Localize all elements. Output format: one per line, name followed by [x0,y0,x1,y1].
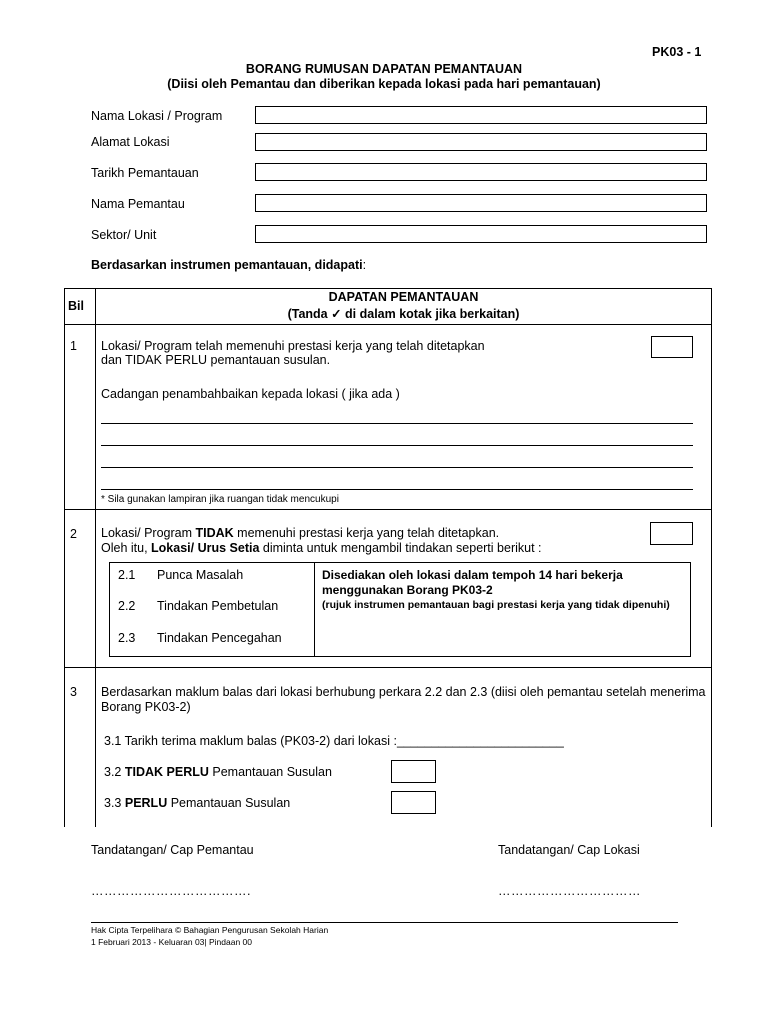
col-bil-header: Bil [68,299,84,313]
action-item-num: 2.1 [118,568,136,582]
footer-copyright: Hak Cipta Terpelihara © Bahagian Pengurusan Sekolah Harian [91,925,329,935]
row3-item2-rest: Pemantauan Susulan [208,765,332,779]
row1-suggestion-label: Cadangan penambahbaikan kepada lokasi ( jika ada ) [101,387,400,401]
action-box-divider [314,562,315,657]
suggestion-line[interactable] [101,489,693,490]
form-title: BORANG RUMUSAN DAPATAN PEMANTAUAN [245,62,523,76]
signature-left-dots[interactable]: ………………………………. [91,884,251,898]
row2-bottom-border [64,667,712,668]
action-note-bold: Disediakan oleh lokasi dalam tempoh 14 hari bekerja menggunakan Borang PK03-2 [322,568,623,597]
suggestion-line[interactable] [101,445,693,446]
lokasi-input[interactable] [255,106,707,124]
row1-footnote: * Sila gunakan lampiran jika ruangan tidak mencukupi [101,494,339,505]
alamat-input[interactable] [255,133,707,151]
sektor-input[interactable] [255,225,707,243]
row3-item2-bold: TIDAK PERLU [124,765,209,779]
row2-text-line2 [101,541,542,555]
row3-item1: 3.1 Tarikh terima maklum balas (PK03-2) dari lokasi :________________________ [104,734,564,748]
intro-bold: Berdasarkan instrumen pemantauan, didapati [91,258,363,272]
col-dapatan-note: (Tanda ✓ di dalam kotak jika berkaitan) [287,307,520,321]
row3-item3-num: 3.3 [104,796,125,810]
row3-text: Berdasarkan maklum balas dari lokasi berhubung perkara 2.2 dan 2.3 (diisi oleh pemantau setelah menerima Borang PK03-2) [101,685,706,714]
table-right-border [711,288,712,827]
suggestion-line[interactable] [101,423,693,424]
row1-checkbox[interactable] [651,336,693,358]
action-note-small: (rujuk instrumen pemantauan bagi prestasi kerja yang tidak dipenuhi) [322,599,670,611]
pemantau-input[interactable] [255,194,707,212]
row2-line1-bold: TIDAK [195,526,234,540]
intro-colon: : [362,258,367,272]
row3-item2-checkbox[interactable] [391,760,436,783]
row2-line1-part: memenuhi prestasi kerja yang telah ditetapkan. [233,526,500,540]
row3-item2-num: 3.2 [104,765,125,779]
suggestion-line[interactable] [101,467,693,468]
field-label-pemantau: Nama Pemantau [91,197,185,211]
form-subtitle: (Diisi oleh Pemantau dan diberikan kepada lokasi pada hari pemantauan) [167,77,601,91]
table-left-border [64,288,65,827]
signature-left-label: Tandatangan/ Cap Pemantau [91,843,254,857]
row2-line2-bold: Lokasi/ Urus Setia [151,541,260,555]
row1-text-line1: Lokasi/ Program telah memenuhi prestasi kerja yang telah ditetapkan [101,339,485,353]
row3-item3-bold: PERLU [124,796,168,810]
field-label-tarikh: Tarikh Pemantauan [91,166,199,180]
table-col-divider [95,288,96,827]
field-label-lokasi: Nama Lokasi / Program [91,109,223,123]
signature-right-label: Tandatangan/ Cap Lokasi [498,843,640,857]
field-label-sektor: Sektor/ Unit [91,228,157,242]
row3-number: 3 [70,685,77,699]
intro-text [91,258,366,272]
row2-text-line1 [101,526,499,540]
row1-bottom-border [64,509,712,510]
row2-checkbox[interactable] [650,522,693,545]
form-code: PK03 - 1 [652,45,702,59]
row2-number: 2 [70,527,77,541]
row2-line2-part: diminta untuk mengambil tindakan seperti berikut : [259,541,542,555]
row1-number: 1 [70,339,77,353]
row1-text-line2: dan TIDAK PERLU pemantauan susulan. [101,353,331,367]
action-item-num: 2.3 [118,631,136,645]
signature-right-dots[interactable]: …………………………… [498,884,641,898]
row3-item3-checkbox[interactable] [391,791,436,814]
action-item-label: Tindakan Pencegahan [157,631,282,645]
row2-line1-part: Lokasi/ Program [101,526,196,540]
row3-item2 [104,765,332,779]
col-dapatan-header: DAPATAN PEMANTAUAN [328,290,479,304]
action-item-label: Tindakan Pembetulan [157,599,279,613]
row3-item3 [104,796,290,810]
footer-version: 1 Februari 2013 - Keluaran 03| Pindaan 00 [91,937,252,947]
field-label-alamat: Alamat Lokasi [91,135,170,149]
tarikh-input[interactable] [255,163,707,181]
action-item-label: Punca Masalah [157,568,244,582]
footer-rule [91,922,678,923]
row3-item3-rest: Pemantauan Susulan [167,796,291,810]
table-top-border [64,288,712,289]
action-item-num: 2.2 [118,599,136,613]
table-header-border [64,324,712,325]
row2-line2-part: Oleh itu, [101,541,152,555]
